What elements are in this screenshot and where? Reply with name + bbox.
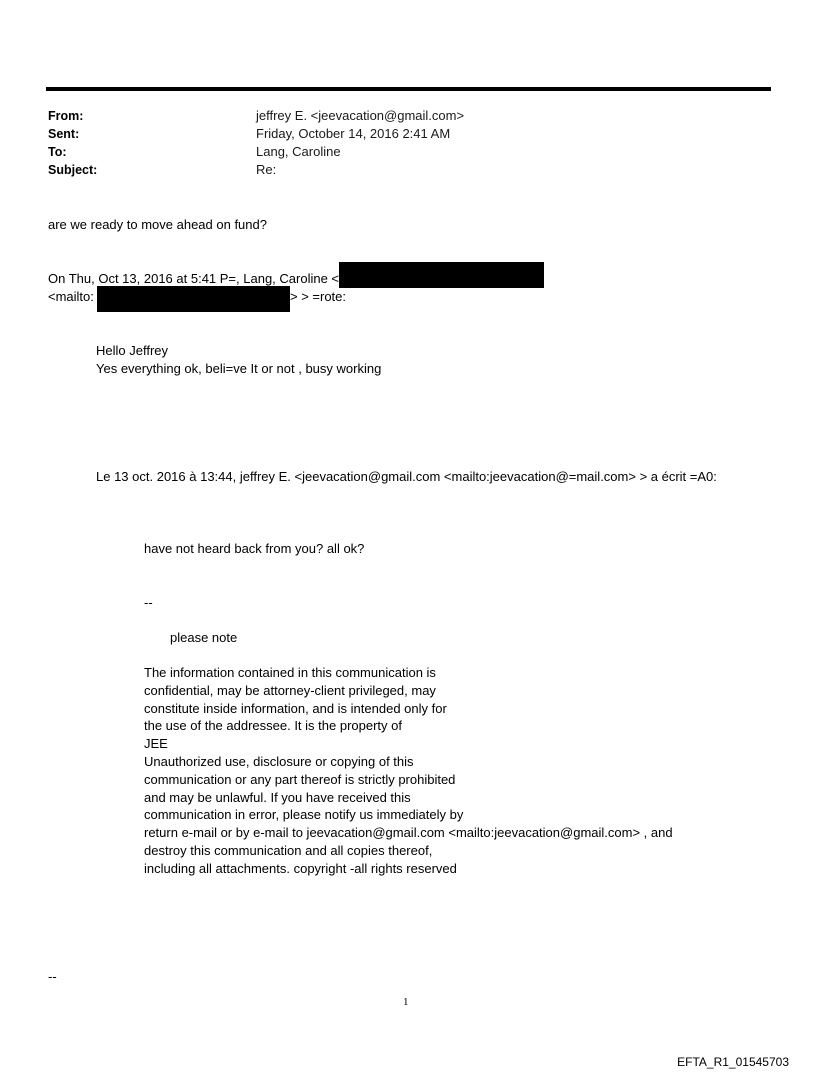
quote-header-french: Le 13 oct. 2016 à 13:44, jeffrey E. <jeevacation@gmail.com <mailto:jeevacation@=mail.com> > a écrit =A0:: [96, 469, 717, 484]
subject-label: Subject:: [48, 163, 98, 177]
sent-value: Friday, October 14, 2016 2:41 AM: [256, 126, 451, 141]
disclaimer-line: return e-mail or by e-mail to jeevacation@gmail.com <mailto:jeevacation@gmail.com> , and: [144, 825, 673, 841]
reply-text: Yes everything ok, beli=ve It or not , busy working: [96, 361, 382, 376]
to-value: Lang, Caroline: [256, 144, 341, 159]
page-number: 1: [403, 996, 409, 1008]
quote-header-line-2-prefix: <mailto:: [48, 289, 94, 304]
disclaimer-line: the use of the addressee. It is the property of: [144, 718, 402, 734]
disclaimer-line: destroy this communication and all copies thereof,: [144, 842, 433, 858]
quote-header-line-2-suffix: > > =rote:: [290, 289, 347, 304]
quote-header-line-1: On Thu, Oct 13, 2016 at 5:41 P=, Lang, Caroline <: [48, 271, 340, 286]
from-value: jeffrey E. <jeevacation@gmail.com>: [256, 108, 465, 123]
document-id: EFTA_R1_01545703: [677, 1055, 789, 1069]
disclaimer-line: communication in error, please notify us immediately by: [144, 807, 464, 823]
reply-greeting: Hello Jeffrey: [96, 343, 169, 358]
disclaimer-line: confidential, may be attorney-client privileged, may: [144, 682, 436, 698]
message-body: are we ready to move ahead on fund?: [48, 217, 267, 232]
redaction-box: [97, 286, 290, 312]
from-label: From:: [48, 109, 84, 123]
header-rule: [46, 87, 771, 91]
disclaimer-line: Unauthorized use, disclosure or copying of this: [144, 753, 414, 769]
disclaimer-block: [144, 664, 673, 878]
disclaimer-line: constitute inside information, and is intended only for: [144, 700, 447, 716]
to-label: To:: [48, 145, 67, 159]
subject-value: Re:: [256, 162, 277, 177]
signature-separator: --: [144, 595, 153, 610]
redaction-box: [339, 262, 544, 288]
disclaimer-line: and may be unlawful. If you have received this: [144, 789, 411, 805]
footer-separator: --: [48, 969, 57, 984]
disclaimer-line: JEE: [144, 736, 168, 752]
sent-label: Sent:: [48, 127, 80, 141]
disclaimer-line: including all attachments. copyright -all rights reserved: [144, 860, 457, 876]
disclaimer-line: communication or any part thereof is strictly prohibited: [144, 771, 456, 787]
earlier-message: have not heard back from you? all ok?: [144, 541, 365, 556]
disclaimer-line: The information contained in this communication is: [144, 665, 436, 680]
please-note: please note: [170, 630, 238, 645]
